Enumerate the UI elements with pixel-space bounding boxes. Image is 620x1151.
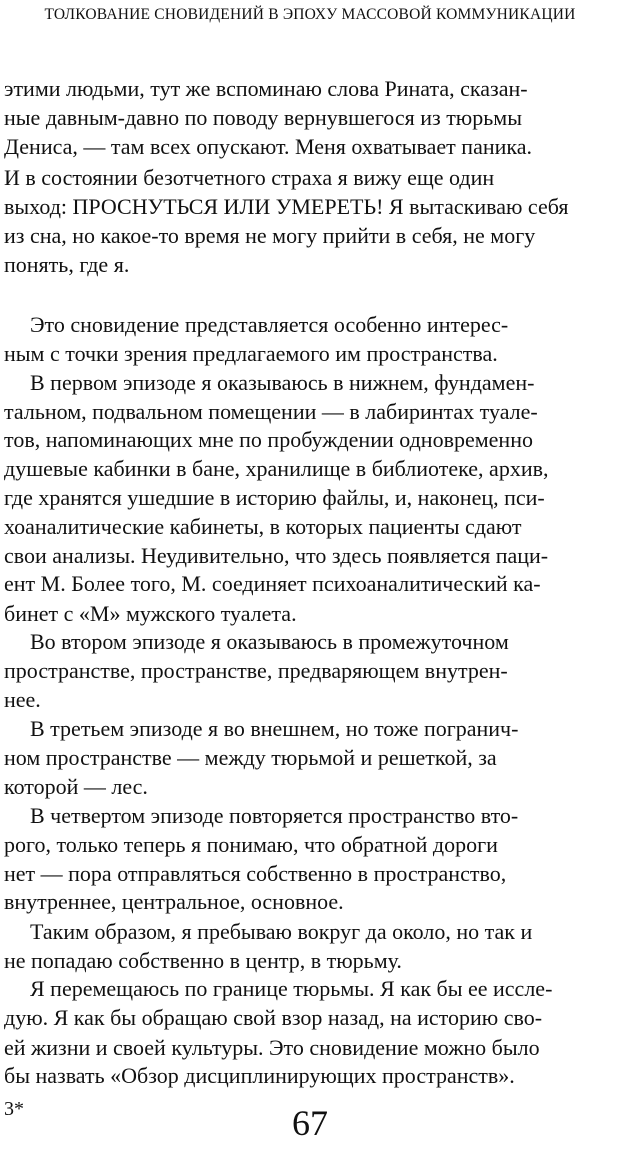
text-line: В первом эпизоде я оказываюсь в нижнем, фундамен- — [30, 370, 535, 396]
text-line: нее. — [4, 687, 41, 713]
text-line: И в состоянии безотчетного страха я вижу еще один — [4, 164, 495, 190]
text-line: дую. Я как бы обращаю свой взор назад, на историю сво- — [4, 1005, 543, 1031]
text-line: Дениса, — там всех опускают. Меня охватывает паника. — [4, 134, 532, 160]
text-line: рого, только теперь я понимаю, что обратной дороги — [4, 831, 498, 857]
text-line: бинет с «М» мужского туалета. — [4, 600, 297, 626]
running-header: ТОЛКОВАНИЕ СНОВИДЕНИЙ В ЭПОХУ МАССОВОЙ КОММУНИКАЦИИ — [44, 6, 576, 23]
text-line: тов, напоминающих мне по пробуждении одновременно — [4, 426, 533, 452]
text-line: В четвертом эпизоде повторяется пространство вто- — [30, 802, 519, 828]
page-number: 67 — [292, 1103, 328, 1143]
text-line: ные давным-давно по поводу вернувшегося из тюрьмы — [4, 105, 522, 131]
text-line: тальном, подвальном помещении — в лабиринтах туале- — [4, 398, 538, 424]
text-line: ент М. Более того, М. соединяет психоаналитический ка- — [4, 571, 541, 597]
text-line: которой — лес. — [4, 774, 148, 800]
text-line: внутреннее, центральное, основное. — [4, 889, 344, 915]
text-line: душевые кабинки в бане, хранилище в библиотеке, архив, — [4, 456, 549, 482]
text-line: выход: ПРОСНУТЬСЯ ИЛИ УМЕРЕТЬ! Я вытаскиваю себя — [4, 193, 569, 219]
text-line: не попадаю собственно в центр, в тюрьму. — [4, 947, 402, 973]
text-line: Это сновидение представляется особенно интерес- — [30, 311, 509, 337]
text-line: ном пространстве — между тюрьмой и решеткой, за — [4, 744, 497, 770]
text-line: ей жизни и своей культуры. Это сновидение можно было — [4, 1034, 540, 1060]
text-line: бы назвать «Обзор дисциплинирующих пространств». — [4, 1063, 515, 1088]
text-line: где хранятся ушедшие в историю файлы, и, наконец, пси- — [4, 484, 545, 510]
text-line: свои анализы. Неудивительно, что здесь появляется паци- — [4, 542, 549, 568]
signature-mark: 3* — [4, 1098, 24, 1120]
text-line: из сна, но какое-то время не могу прийти в себя, не могу — [4, 223, 536, 249]
text-line: этими людьми, тут же вспоминаю слова Рината, сказан- — [4, 76, 528, 101]
text-line: нет — пора отправляться собственно в пространство, — [4, 861, 507, 887]
text-line: Во втором эпизоде я оказываюсь в промежуточном — [30, 628, 509, 654]
text-line: хоаналитические кабинеты, в которых пациенты сдают — [4, 513, 522, 539]
text-line: В третьем эпизоде я во внешнем, но тоже погранич- — [30, 715, 519, 741]
text-line: понять, где я. — [4, 252, 130, 278]
text-line: пространстве, пространстве, предваряющем внутрен- — [4, 658, 508, 684]
text-line: Таким образом, я пребываю вокруг да около, но так и — [30, 918, 533, 944]
text-line: Я перемещаюсь по границе тюрьмы. Я как бы ее иссле- — [30, 976, 553, 1002]
text-line: ным с точки зрения предлагаемого им пространства. — [4, 341, 498, 367]
